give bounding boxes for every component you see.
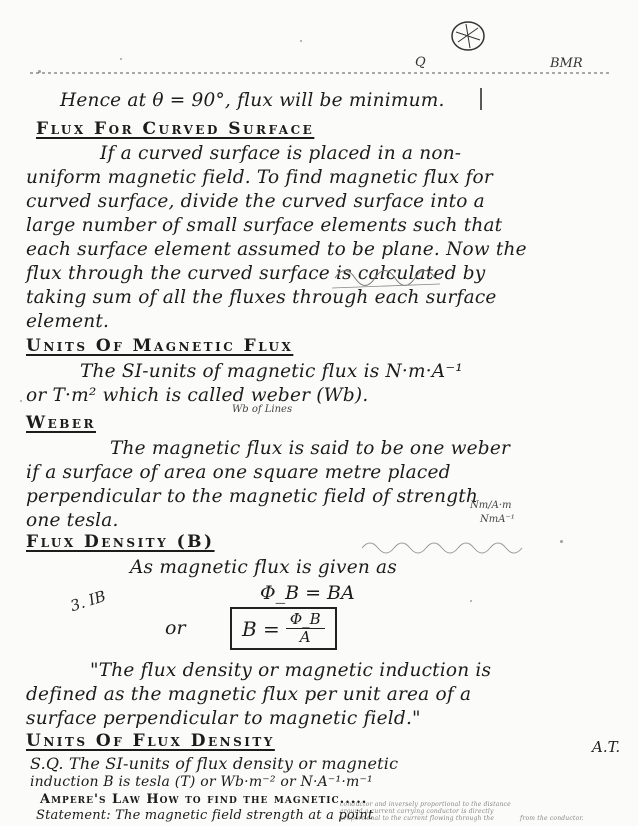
side-note: Wb of Lines bbox=[232, 404, 293, 415]
formula-fraction bbox=[286, 611, 325, 646]
right-margin-note: A.T. bbox=[592, 738, 621, 756]
text-line: uniform magnetic field. To find magnetic flux for bbox=[26, 167, 493, 188]
text-line: defined as the magnetic flux per unit area of a bbox=[26, 684, 472, 705]
or-label: or bbox=[165, 617, 186, 639]
corner-letter: Q bbox=[415, 55, 426, 70]
margin-note: 3. IB bbox=[68, 586, 108, 616]
text-line: curved surface, divide the curved surface into a bbox=[26, 191, 485, 212]
text-line: taking sum of all the fluxes through each surface bbox=[26, 287, 497, 308]
formula-denominator: A bbox=[299, 628, 311, 646]
end-mark bbox=[478, 88, 484, 112]
section-heading: Flux For Curved Surface bbox=[36, 119, 315, 139]
scan-speck bbox=[20, 400, 22, 402]
text-line: If a curved surface is placed in a non- bbox=[100, 143, 462, 164]
text-line: proportional to the current flowing through the bbox=[340, 815, 495, 822]
scan-speck bbox=[470, 600, 472, 602]
text-line: perpendicular to the magnetic field of strength bbox=[26, 486, 478, 507]
text-line: surface perpendicular to magnetic field." bbox=[26, 708, 421, 729]
text-line: around a current carrying conductor is directly bbox=[340, 808, 494, 815]
stamp-scribble-icon bbox=[448, 18, 488, 54]
text-line: The SI-units of magnetic flux is N·m·A⁻¹ bbox=[80, 361, 463, 382]
text-line: if a surface of area one square metre placed bbox=[26, 462, 451, 483]
scan-speck bbox=[120, 58, 122, 60]
side-note: NmA⁻¹ bbox=[480, 514, 515, 525]
text-line: flux through the curved surface is calculated by bbox=[26, 263, 486, 284]
text-line: conductor and inversely proportional to the distance bbox=[340, 801, 511, 808]
text-line: large number of small surface elements such that bbox=[26, 215, 503, 236]
text-line: or T·m² which is called weber (Wb). bbox=[26, 385, 369, 406]
text-line: S.Q. The SI-units of flux density or magnetic bbox=[30, 754, 399, 773]
corner-code: BMR bbox=[550, 56, 583, 71]
side-note: Nm/A·m bbox=[470, 500, 512, 511]
scan-speck bbox=[560, 540, 563, 543]
formula-numerator: Φ_B bbox=[286, 611, 325, 629]
text-line: one tesla. bbox=[26, 510, 119, 531]
text-line: each surface element assumed to be plane. Now the bbox=[26, 239, 527, 260]
section-heading: Units Of Flux Density bbox=[26, 731, 275, 751]
scan-speck bbox=[300, 40, 302, 42]
text-line: from the conductor. bbox=[520, 815, 584, 822]
text-line: The magnetic flux is said to be one weber bbox=[110, 438, 511, 459]
top-rule bbox=[30, 70, 610, 76]
pencil-scribble bbox=[360, 532, 560, 560]
section-heading: Ampere's Law How to find the magnetic..... bbox=[40, 792, 368, 807]
text-line: Hence at θ = 90°, flux will be minimum. bbox=[60, 90, 445, 111]
pencil-scribble bbox=[330, 258, 450, 298]
formula-lhs: B = bbox=[242, 616, 280, 641]
text-line: As magnetic flux is given as bbox=[130, 557, 397, 578]
section-heading: Units Of Magnetic Flux bbox=[26, 336, 294, 356]
section-heading: Weber bbox=[26, 413, 96, 433]
flux-density-formula bbox=[230, 607, 337, 650]
text-line: "The flux density or magnetic induction is bbox=[90, 660, 492, 681]
text-line: induction B is tesla (T) or Wb·m⁻² or N·A⁻¹·m⁻¹ bbox=[30, 774, 373, 790]
flux-equation: Φ_B = BA bbox=[260, 582, 355, 604]
section-heading: Flux Density (B) bbox=[26, 532, 215, 552]
text-line: Statement: The magnetic field strength at a point bbox=[36, 808, 374, 823]
text-line: element. bbox=[26, 311, 110, 332]
